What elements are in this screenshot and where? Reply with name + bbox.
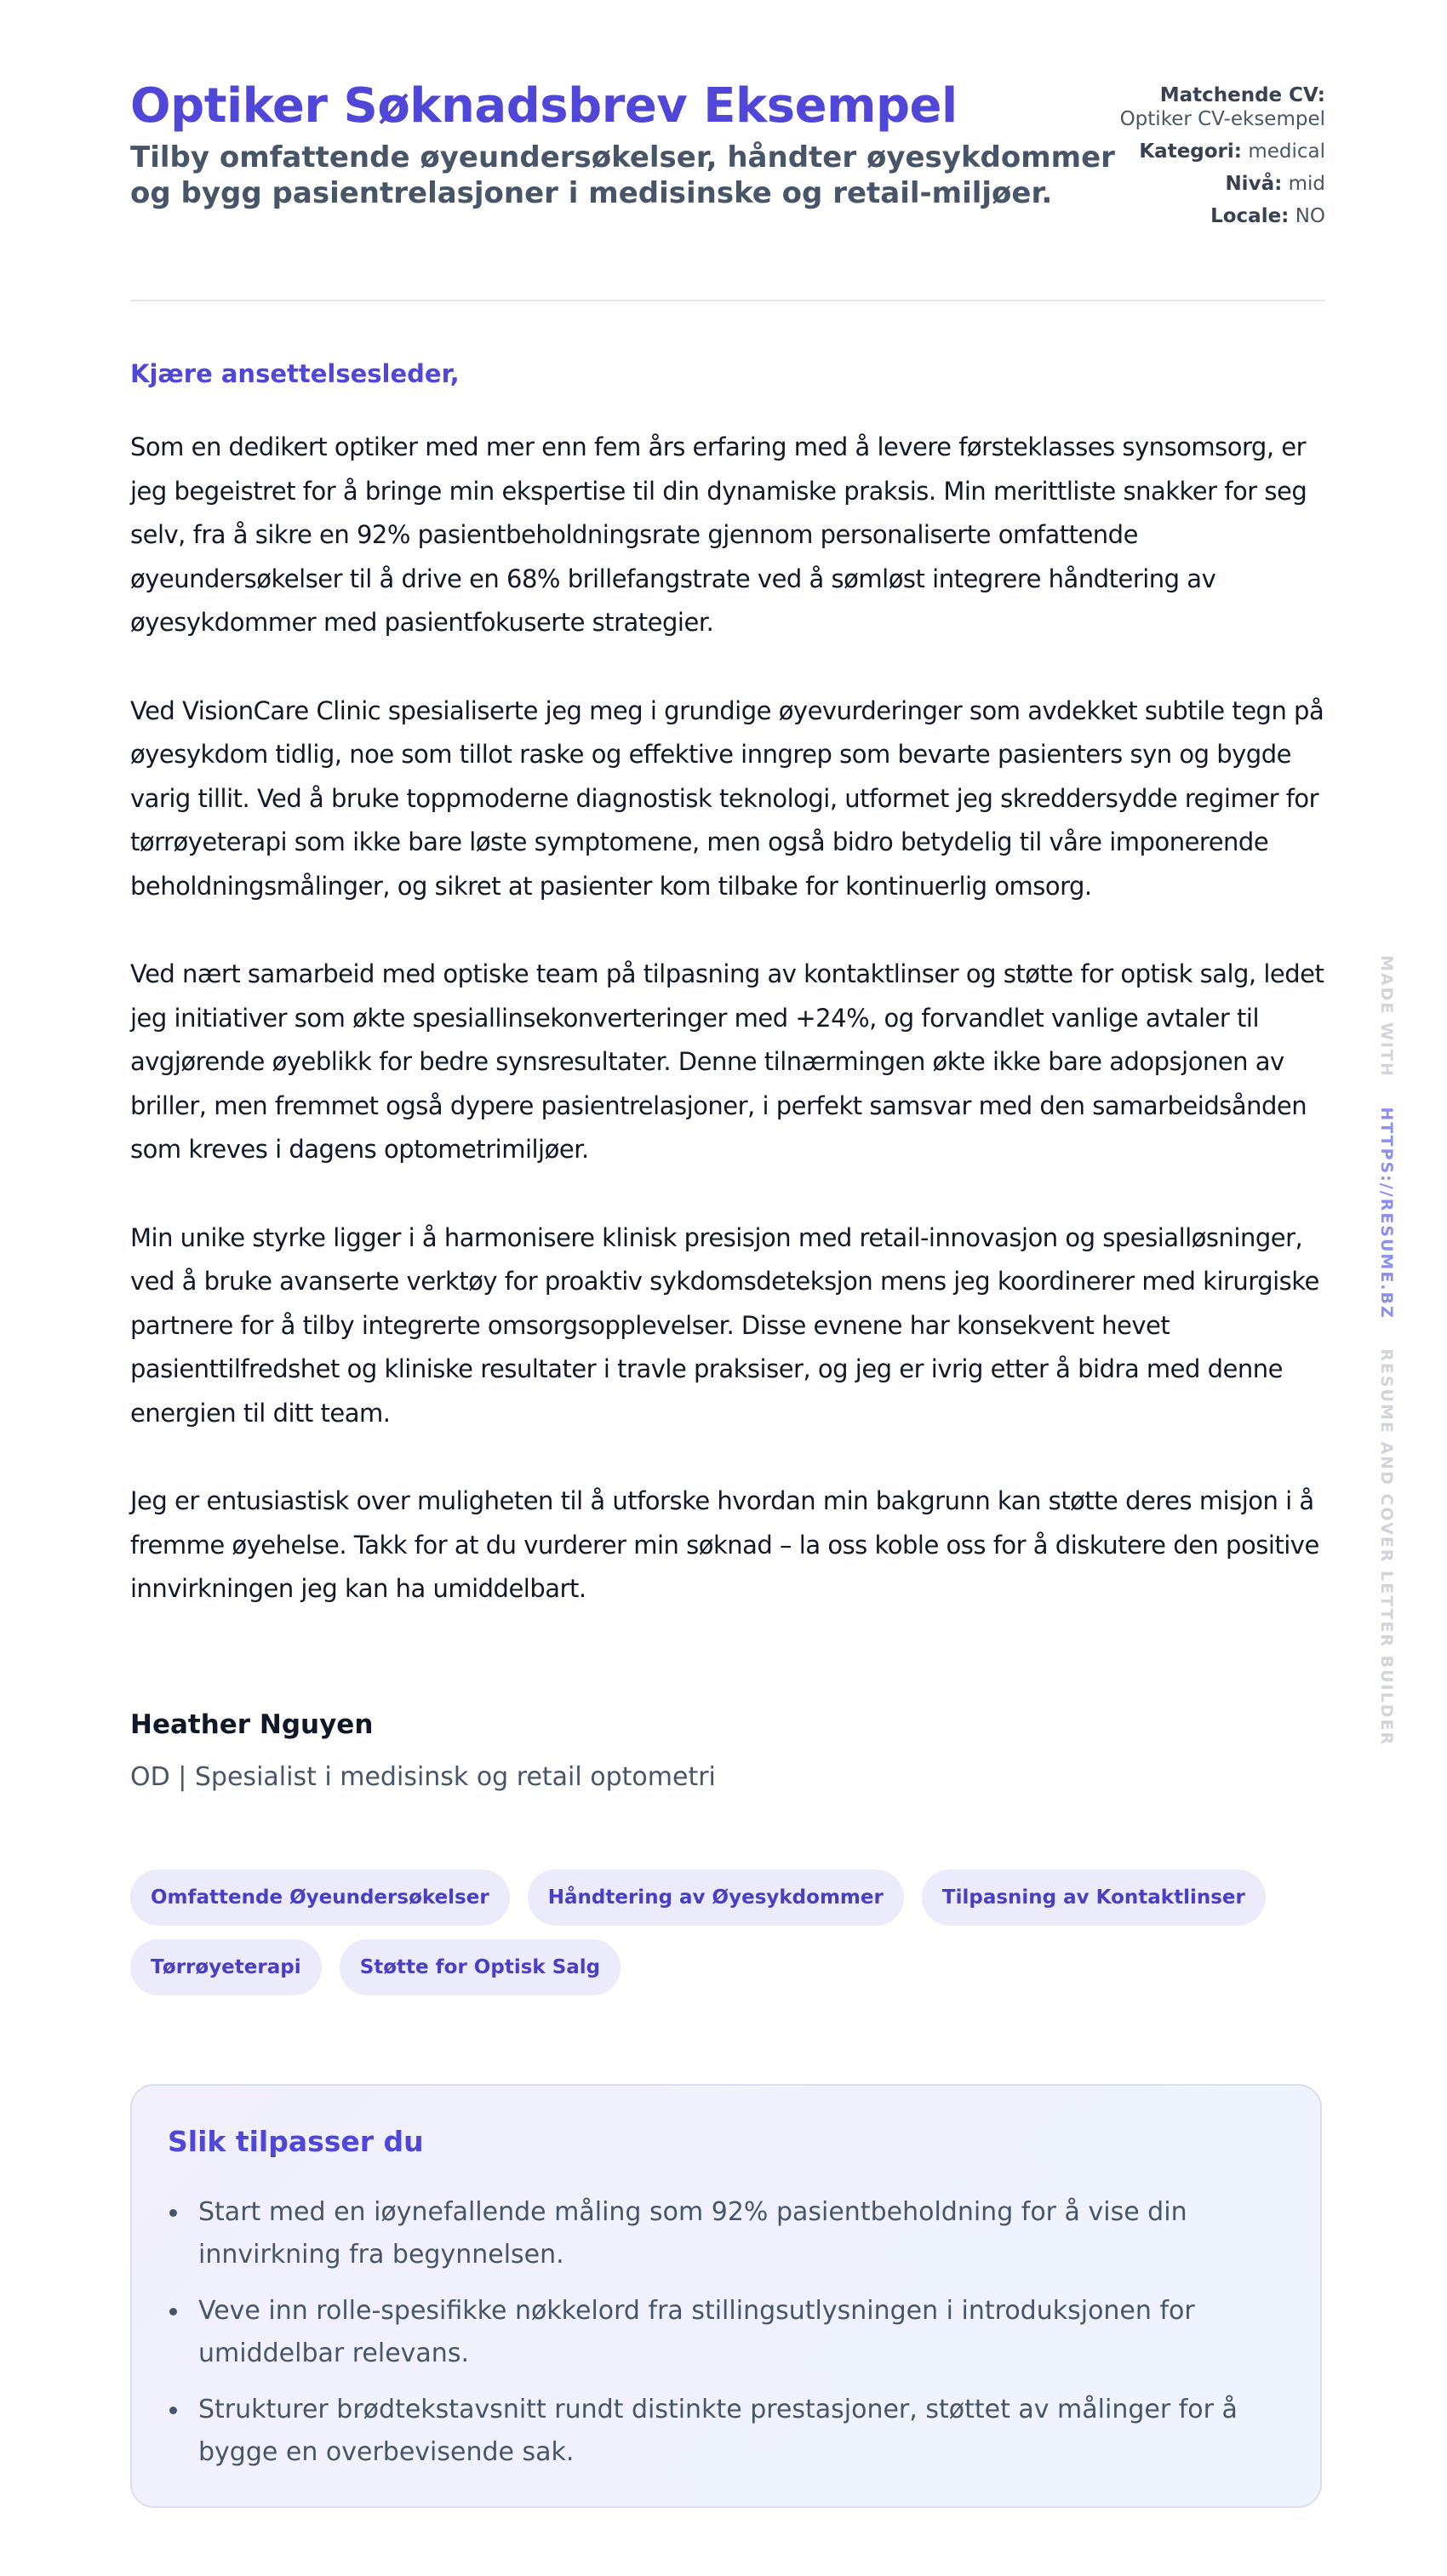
- tips-item: [168, 2191, 1291, 2276]
- tips-item: [168, 2290, 1291, 2375]
- letter-paragraph: Min unike styrke ligger i å harmonisere klinisk presisjon med retail-innovasjon og spesialløsninger, ved å bruke avanserte verktøy for proaktiv sykdomsdeteksjon mens jeg koordinerer med kirurgiske partnere for å tilby integrerte omsorgsopplevelser. Disse evnene har konsekvent hevet pasienttilfredshet og kliniske resultater i travle praksiser, og jeg er ivrig etter å bidra med denne energien til ditt team.: [130, 1222, 1319, 1428]
- skill-tag: Tilpasning av Kontaktlinser: [922, 1869, 1266, 1926]
- meta-matching-cv: [1095, 83, 1325, 131]
- meta-locale-value: NO: [1295, 205, 1325, 227]
- meta-locale: [1095, 204, 1325, 228]
- watermark-tagline: RESUME AND COVER LETTER BUILDER: [1377, 1348, 1396, 1747]
- tips-card: [130, 2084, 1322, 2508]
- tips-item-text: Strukturer brødtekstavsnitt rundt distinkte prestasjoner, støttet av målinger for å bygge en overbevisende sak.: [198, 2395, 1238, 2467]
- meta-category-label: Kategori:: [1139, 140, 1242, 163]
- letter-greeting: Kjære ansettelsesleder,: [130, 359, 460, 388]
- letter-paragraph: Som en dedikert optiker med mer enn fem års erfaring med å levere førsteklasses synsomsorg, er jeg begeistret for å bringe min ekspertise til din dynamiske praksis. Min merittliste snakker for seg selv, fra å sikre en 92% pasientbeholdningsrate gjennom personaliserte omfattende øyeundersøkelser til å drive en 68% brillefangstrate ved å sømløst integrere håndtering av øyesykdommer med pasientfokuserte strategier.: [130, 432, 1307, 637]
- meta-locale-label: Locale:: [1210, 205, 1290, 227]
- meta-level-label: Nivå:: [1225, 173, 1283, 195]
- skill-tag: Håndtering av Øyesykdommer: [528, 1869, 904, 1926]
- letter-paragraph: Jeg er entusiastisk over muligheten til å utforske hvordan min bakgrunn kan støtte deres misjon i å fremme øyehelse. Takk for at du vurderer min søknad – la oss koble oss for å diskutere den positive innvirkningen jeg kan ha umiddelbart.: [130, 1486, 1319, 1603]
- signature-name: Heather Nguyen: [130, 1709, 374, 1740]
- bullet-icon: [169, 2407, 177, 2414]
- tips-item-text: Veve inn rolle-spesifikke nøkkelord fra stillingsutlysningen i introduksjonen for umiddelbar relevans.: [198, 2296, 1195, 2368]
- bullet-icon: [169, 2209, 177, 2217]
- meta-panel: [1095, 83, 1325, 237]
- watermark-made-with: MADE WITH: [1377, 955, 1396, 1078]
- cover-letter-page: [130, 0, 1325, 2467]
- watermark-text: [1377, 955, 1396, 1746]
- vertical-watermark: [1377, 955, 1413, 1747]
- skill-tags: [130, 1869, 1325, 2009]
- skill-tag: Støtte for Optisk Salg: [340, 1939, 621, 1995]
- meta-cv-label: Matchende CV:: [1159, 84, 1325, 106]
- meta-level: [1095, 172, 1325, 196]
- signature-role: OD | Spesialist i medisinsk og retail optometri: [130, 1762, 716, 1792]
- meta-category-value: medical: [1248, 140, 1325, 163]
- letter-body: [130, 426, 1325, 1656]
- document-header: [130, 0, 1325, 301]
- skill-tag: Tørrøyeterapi: [130, 1939, 322, 1995]
- meta-category: [1095, 140, 1325, 163]
- letter-paragraph: Ved VisionCare Clinic spesialiserte jeg meg i grundige øyevurderinger som avdekket subtile tegn på øyesykdom tidlig, noe som tillot raske og effektive inngrep som bevarte pasienters syn og bygde varig tillit. Ved å bruke toppmoderne diagnostisk teknologi, utformet jeg skreddersydde regimer for tørrøyeterapi som ikke bare løste symptomene, men også bidro betydelig til våre imponerende beholdningsmålinger, og sikret at pasienter kom tilbake for kontinuerlig omsorg.: [130, 696, 1324, 901]
- page-title: Optiker Søknadsbrev Eksempel: [130, 78, 958, 134]
- watermark-link[interactable]: HTTPS://RESUME.BZ: [1377, 1107, 1396, 1319]
- tips-item: [168, 2389, 1291, 2474]
- meta-level-value: mid: [1288, 173, 1325, 195]
- tips-title: Slik tilpasser du: [168, 2125, 424, 2158]
- tips-item-text: Start med en iøynefallende måling som 92% pasientbeholdning for å vise din innvirkning fra begynnelsen.: [198, 2197, 1187, 2270]
- tips-list: [168, 2191, 1291, 2487]
- skill-tag: Omfattende Øyeundersøkelser: [130, 1869, 510, 1926]
- page-subtitle: Tilby omfattende øyeundersøkelser, håndter øyesykdommer og bygg pasientrelasjoner i medisinske og retail-miljøer.: [130, 140, 1115, 210]
- bullet-icon: [169, 2308, 177, 2316]
- letter-paragraph: Ved nært samarbeid med optiske team på tilpasning av kontaktlinser og støtte for optisk salg, ledet jeg initiativer som økte spesiallinsekonverteringer med +24%, og forvandlet vanlige avtaler til avgjørende øyeblikk for bedre synsresultater. Denne tilnærmingen økte ikke bare adopsjonen av briller, men fremmet også dypere pasientrelasjoner, i perfekt samsvar med den samarbeidsånden som kreves i dagens optometrimiljøer.: [130, 959, 1324, 1164]
- meta-cv-value: Optiker CV-eksempel: [1119, 108, 1325, 130]
